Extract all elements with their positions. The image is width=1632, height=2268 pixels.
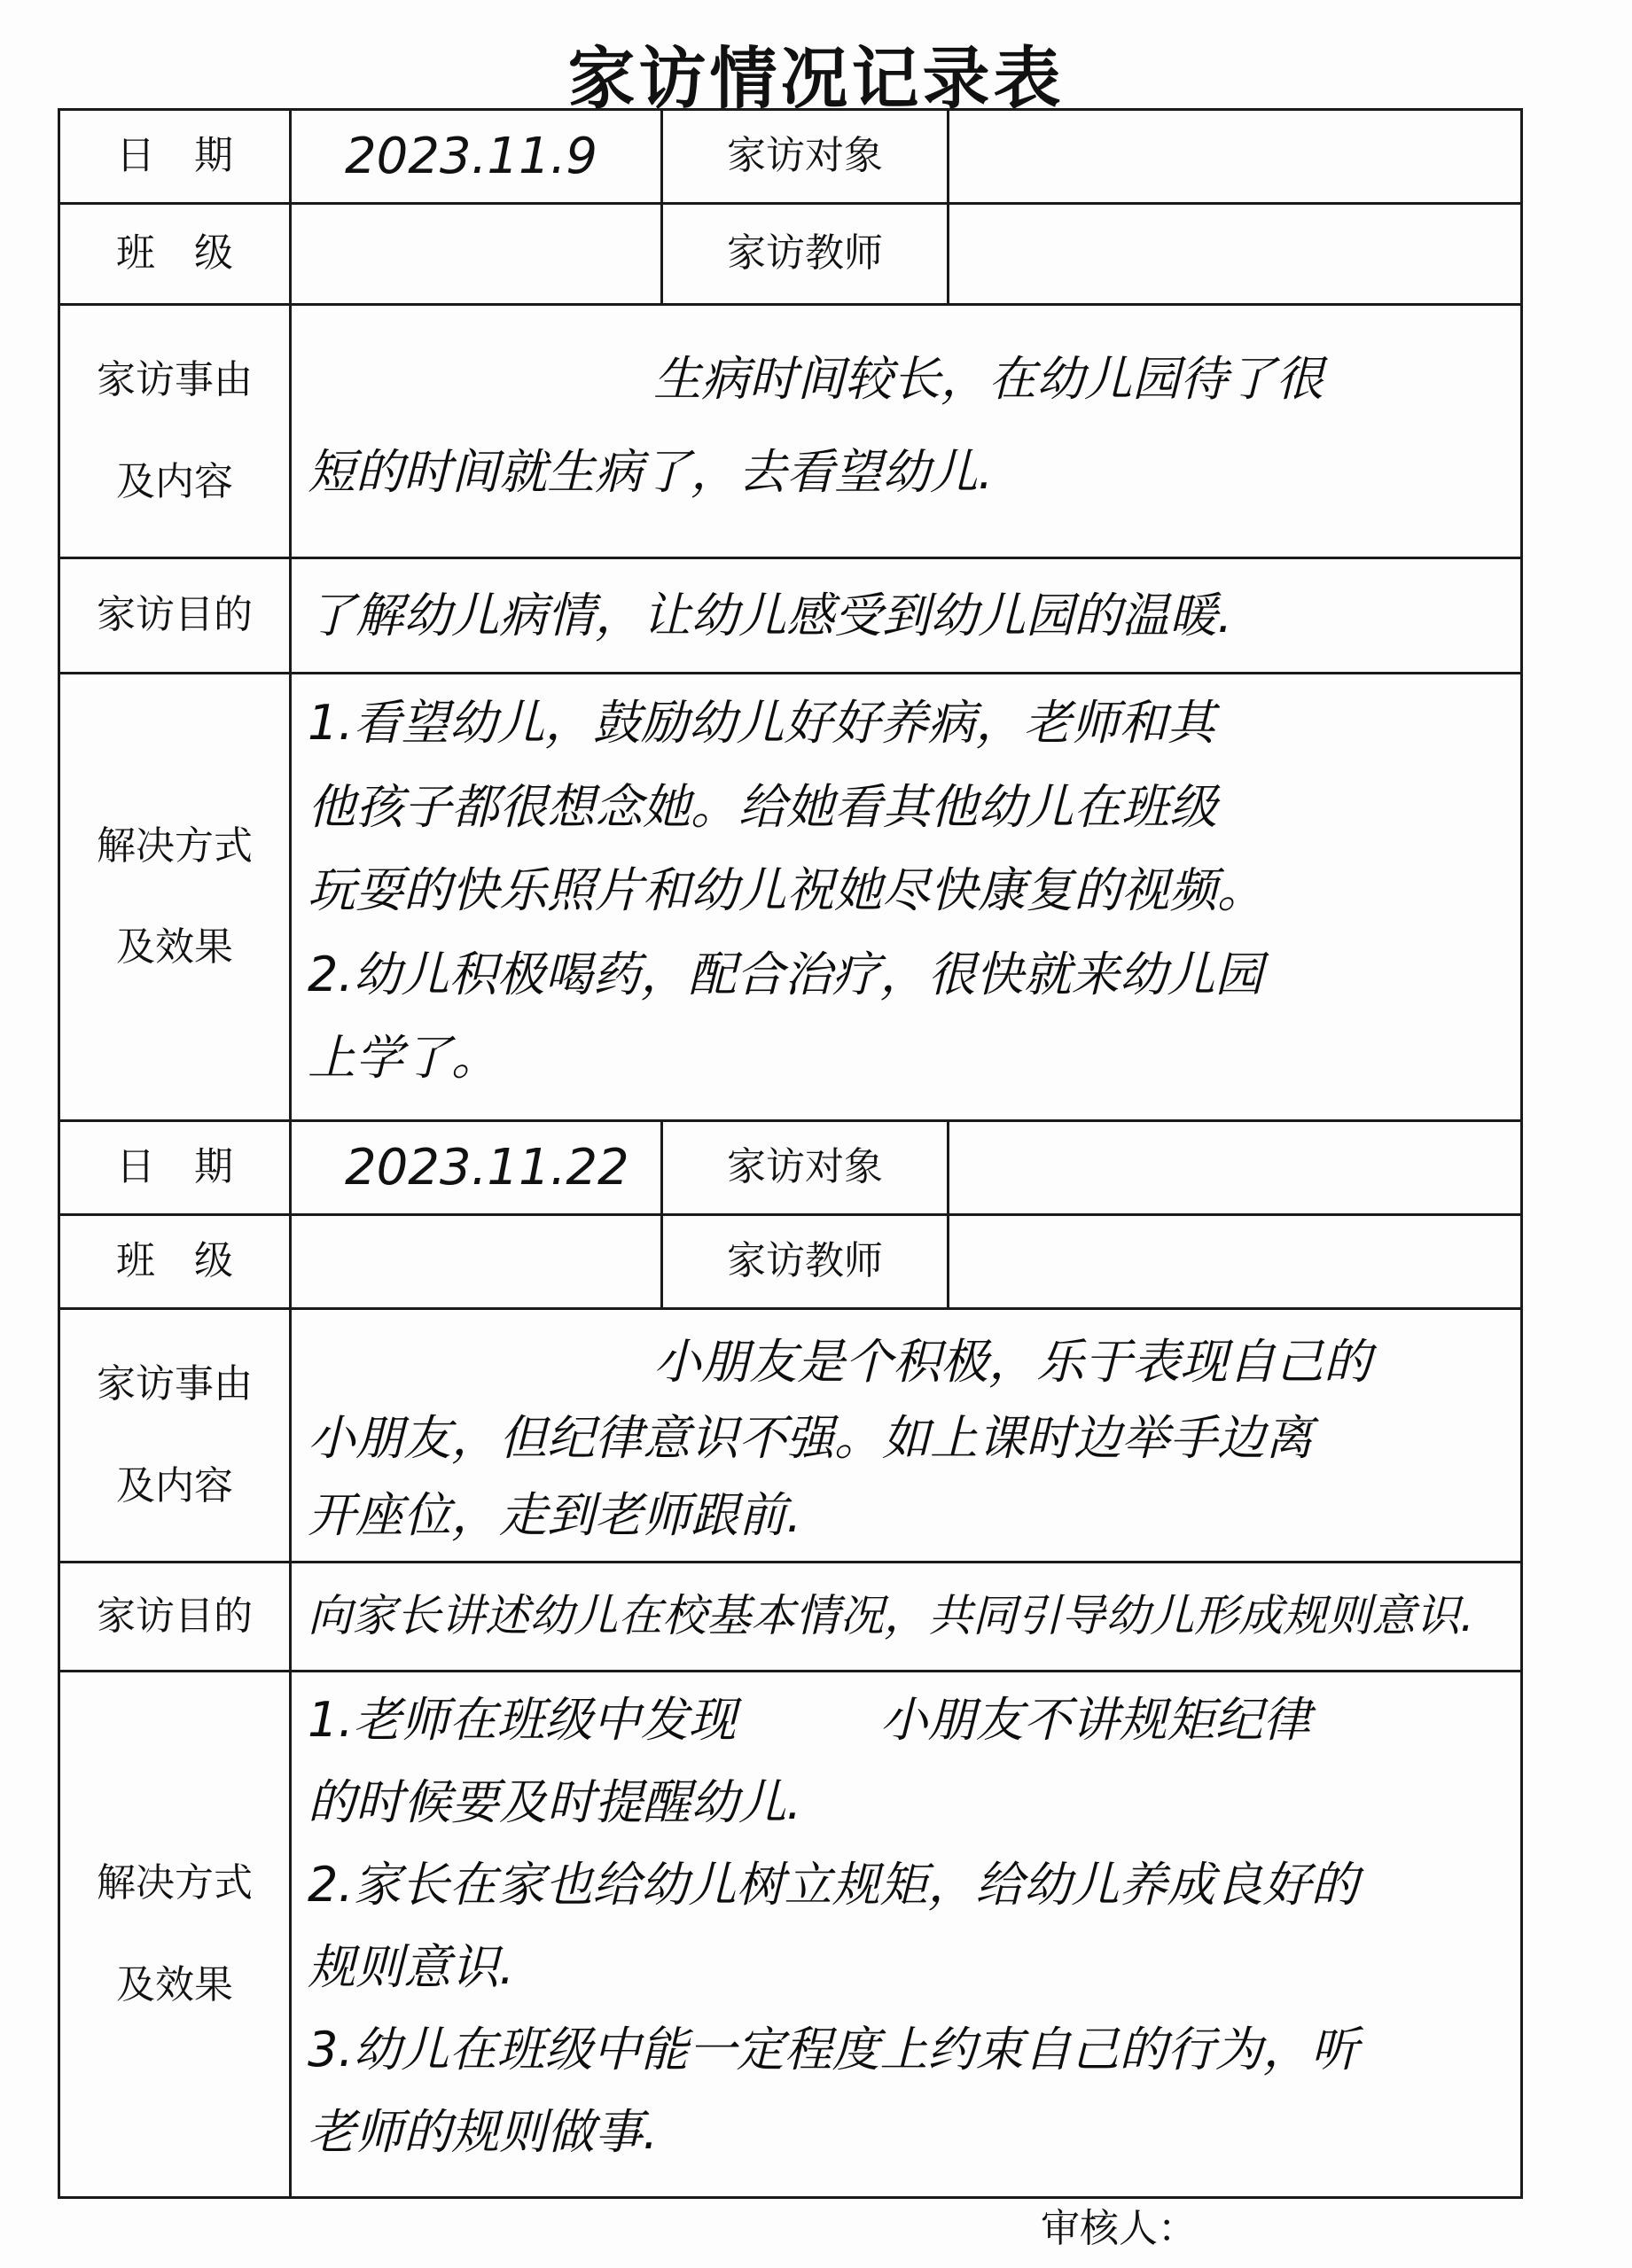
visit-teacher-label: 家访教师 (662, 204, 949, 305)
class-label: 班 级 (59, 1215, 291, 1309)
record-1-purpose-row (59, 558, 1522, 674)
reason-value[interactable]: 生病时间较长，在幼儿园待了很 短的时间就生病了，去看望幼儿. (291, 305, 1522, 558)
class-value[interactable] (291, 1215, 662, 1309)
class-value[interactable] (291, 204, 662, 305)
record-2-purpose-row (59, 1563, 1522, 1672)
reason-value[interactable]: 小朋友是个积极，乐于表现自己的 小朋友，但纪律意识不强。如上课时边举手边离 开座位，走到老师跟前. (291, 1309, 1522, 1563)
solution-value[interactable]: 1.老师在班级中发现 小朋友不讲规矩纪律 的时候要及时提醒幼儿. 2.家长在家也给幼儿树立规矩，给幼儿养成良好的 规则意识. 3.幼儿在班级中能一定程度上约束自己的行为，听 老师的规则做事. (291, 1672, 1522, 2198)
purpose-label: 家访目的 (59, 1563, 291, 1672)
record-2-solution-row (59, 1672, 1522, 2198)
record-1-solution-row (59, 674, 1522, 1121)
visit-record-table (58, 108, 1523, 2199)
date-label: 日 期 (59, 1121, 291, 1215)
record-1-reason-row (59, 305, 1522, 558)
purpose-value[interactable]: 了解幼儿病情，让幼儿感受到幼儿园的温暖. (291, 558, 1522, 674)
purpose-value[interactable]: 向家长讲述幼儿在校基本情况，共同引导幼儿形成规则意识. (291, 1563, 1522, 1672)
reviewer-label: 审核人： (1041, 2206, 1197, 2251)
record-2-reason-row (59, 1309, 1522, 1563)
date-value[interactable]: 2023.11.9 (291, 110, 662, 204)
date-label: 日 期 (59, 110, 291, 204)
date-value[interactable]: 2023.11.22 (291, 1121, 662, 1215)
visit-teacher-value[interactable] (949, 204, 1522, 305)
purpose-label: 家访目的 (59, 558, 291, 674)
reason-label: 家访事由 及内容 (59, 1309, 291, 1563)
solution-value[interactable]: 1.看望幼儿，鼓励幼儿好好养病，老师和其 他孩子都很想念她。给她看其他幼儿在班级 玩耍的快乐照片和幼儿祝她尽快康复的视频。 2.幼儿积极喝药，配合治疗，很快就来幼儿园 上学了。 (291, 674, 1522, 1121)
visit-target-label: 家访对象 (662, 1121, 949, 1215)
visit-target-value[interactable] (949, 110, 1522, 204)
record-1-date-row (59, 110, 1522, 204)
visit-teacher-label: 家访教师 (662, 1215, 949, 1309)
visit-target-label: 家访对象 (662, 110, 949, 204)
record-1-class-row (59, 204, 1522, 305)
solution-label: 解决方式 及效果 (59, 674, 291, 1121)
reason-label: 家访事由 及内容 (59, 305, 291, 558)
record-2-date-row (59, 1121, 1522, 1215)
record-2-class-row (59, 1215, 1522, 1309)
page-title: 家访情况记录表 (567, 39, 1065, 118)
visit-target-value[interactable] (949, 1121, 1522, 1215)
class-label: 班 级 (59, 204, 291, 305)
solution-label: 解决方式 及效果 (59, 1672, 291, 2198)
visit-teacher-value[interactable] (949, 1215, 1522, 1309)
